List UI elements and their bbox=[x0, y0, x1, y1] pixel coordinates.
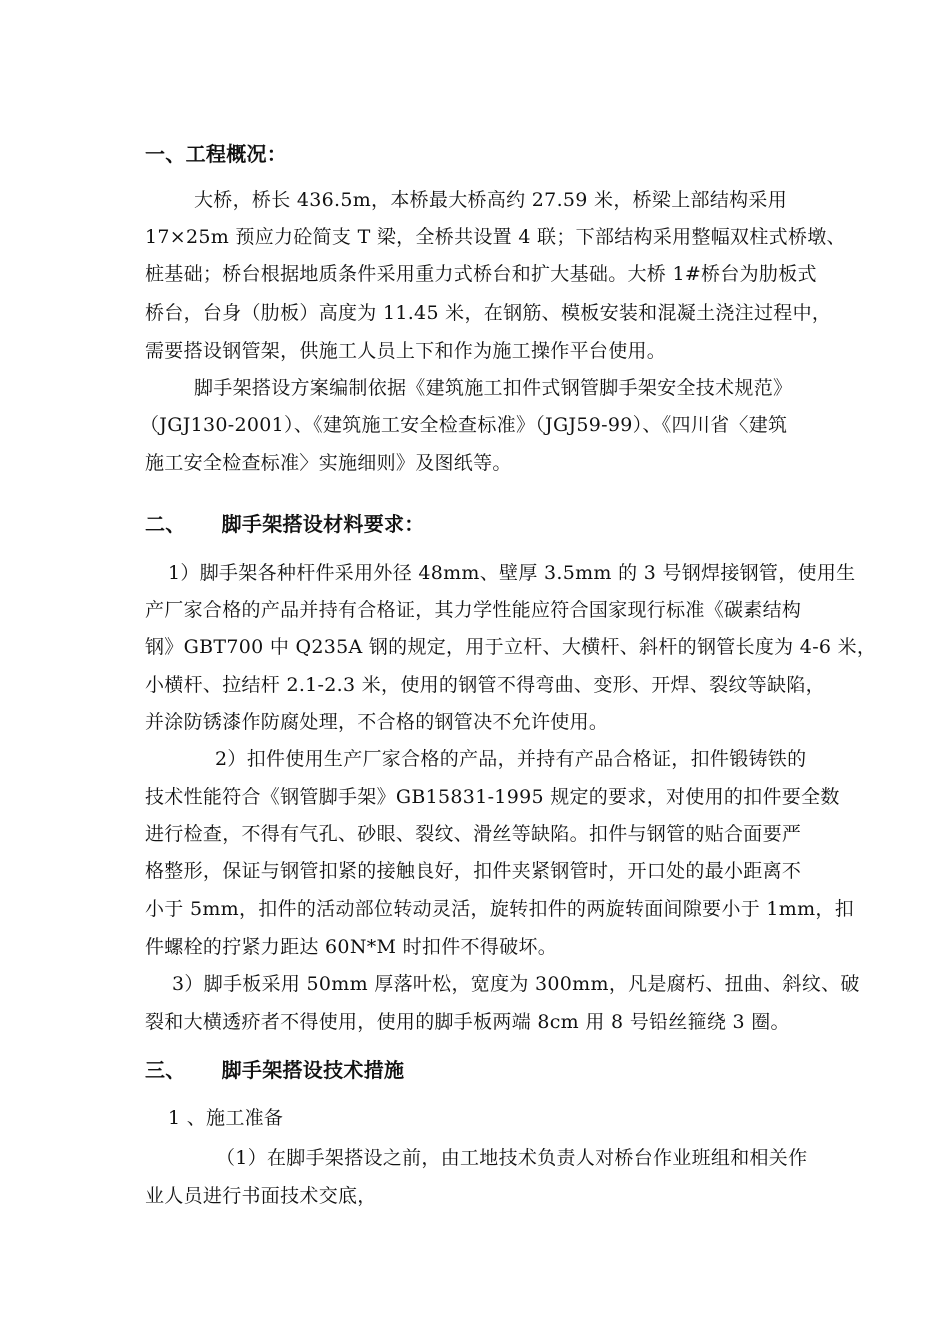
paragraph-line: 桥台，台身（肋板）高度为 11.45 米，在钢筋、模板安装和混凝土浇注过程中， bbox=[145, 302, 832, 324]
paragraph-line: 进行检查，不得有气孔、砂眼、裂纹、滑丝等缺陷。扣件与钢管的贴合面要严 bbox=[145, 823, 802, 845]
section-heading-2 bbox=[145, 512, 425, 536]
paragraph-line: 1）脚手架各种杆件采用外径 48mm、壁厚 3.5mm 的 3 号钢焊接钢管，使用生 bbox=[168, 562, 856, 584]
paragraph-line: 脚手架搭设方案编制依据《建筑施工扣件式钢管脚手架安全技术规范》 bbox=[194, 377, 793, 399]
paragraph-line: （1）在脚手架搭设之前，由工地技术负责人对桥台作业班组和相关作 bbox=[216, 1147, 808, 1169]
paragraph-line: 小于 5mm，扣件的活动部位转动灵活，旋转扣件的两旋转面间隙要小于 1mm，扣 bbox=[145, 898, 855, 920]
paragraph-line: 3）脚手板采用 50mm 厚落叶松，宽度为 300mm，凡是腐朽、扭曲、斜纹、破 bbox=[172, 973, 860, 995]
section-title: 脚手架搭设材料要求： bbox=[221, 512, 425, 536]
paragraph-line: 大桥，桥长 436.5m，本桥最大桥高约 27.59 米，桥梁上部结构采用 bbox=[194, 189, 788, 211]
section-heading-3 bbox=[145, 1058, 404, 1082]
paragraph-line: 施工安全检查标准〉实施细则》及图纸等。 bbox=[145, 452, 512, 474]
paragraph-line: 裂和大横透疥者不得使用，使用的脚手板两端 8cm 用 8 号铅丝箍绕 3 圈。 bbox=[145, 1011, 790, 1033]
paragraph-line: 产厂家合格的产品并持有合格证，其力学性能应符合国家现行标准《碳素结构 bbox=[145, 599, 802, 621]
paragraph-line: 并涂防锈漆作防腐处理，不合格的钢管决不允许使用。 bbox=[145, 711, 609, 733]
paragraph-line: 需要搭设钢管架，供施工人员上下和作为施工操作平台使用。 bbox=[145, 340, 667, 362]
paragraph-line: 件螺栓的拧紧力距达 60N*M 时扣件不得破坏。 bbox=[145, 936, 558, 958]
section-number: 二、 bbox=[145, 512, 186, 536]
paragraph-line: 17×25m 预应力砼简支 T 梁，全桥共设置 4 联；下部结构采用整幅双柱式桥墩、 bbox=[145, 226, 846, 248]
section-title: 工程概况： bbox=[185, 142, 288, 166]
section-heading-1 bbox=[145, 142, 287, 166]
paragraph-line: （JGJ130-2001）、《建筑施工安全检查标准》（JGJ59-99）、《四川省〈建筑 bbox=[140, 414, 788, 436]
paragraph-line: 小横杆、拉结杆 2.1-2.3 米，使用的钢管不得弯曲、变形、开焊、裂纹等缺陷， bbox=[145, 674, 825, 696]
paragraph-line: 2）扣件使用生产厂家合格的产品，并持有产品合格证，扣件锻铸铁的 bbox=[215, 748, 807, 770]
section-title: 脚手架搭设技术措施 bbox=[221, 1058, 405, 1082]
subsection-title: 1 、施工准备 bbox=[168, 1107, 284, 1129]
section-number: 三、 bbox=[145, 1058, 186, 1082]
section-number: 一、 bbox=[145, 142, 186, 166]
paragraph-line: 技术性能符合《钢管脚手架》GB15831-1995 规定的要求，对使用的扣件要全数 bbox=[145, 786, 840, 808]
paragraph-line: 桩基础；桥台根据地质条件采用重力式桥台和扩大基础。大桥 1#桥台为肋板式 bbox=[145, 263, 817, 285]
paragraph-line: 格整形，保证与钢管扣紧的接触良好，扣件夹紧钢管时，开口处的最小距离不 bbox=[145, 860, 802, 882]
paragraph-line: 业人员进行书面技术交底， bbox=[145, 1185, 377, 1207]
paragraph-line: 钢》GBT700 中 Q235A 钢的规定，用于立杆、大横杆、斜杆的钢管长度为 4-6 米， bbox=[145, 636, 877, 658]
